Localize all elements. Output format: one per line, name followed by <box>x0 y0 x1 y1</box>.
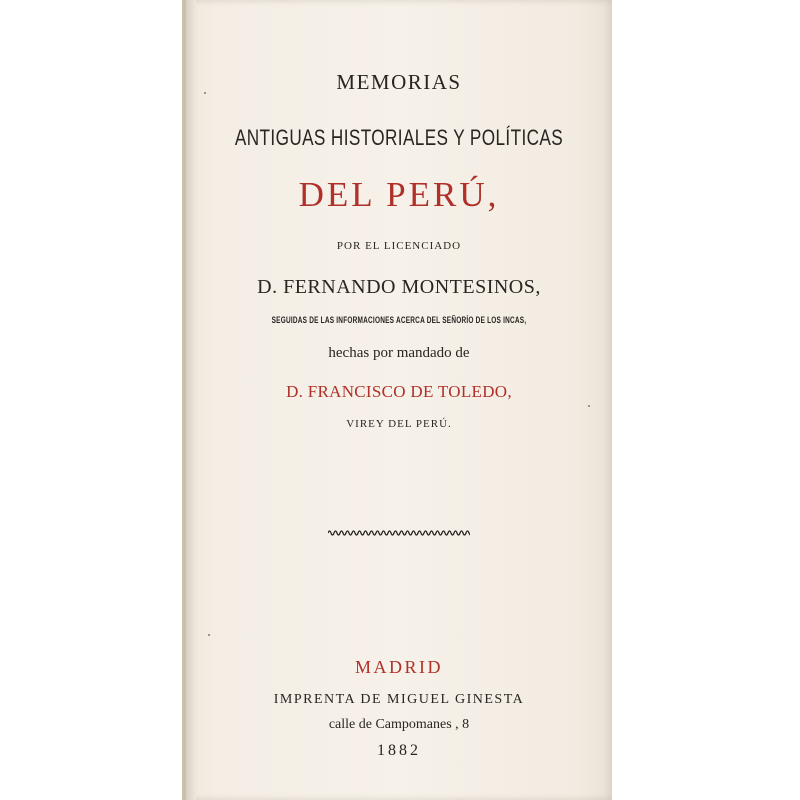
paper-speck <box>208 634 210 636</box>
title-memorias: MEMORIAS <box>336 70 462 94</box>
commission-note: hechas por mandado de <box>328 345 470 361</box>
imprint-city: MADRID <box>354 657 443 677</box>
title-page <box>186 0 612 800</box>
imprint-year: 1882 <box>377 742 421 759</box>
title-del-peru: DEL PERÚ, <box>298 175 500 214</box>
wavy-rule-ornament <box>328 527 470 539</box>
patron-title: VIREY DEL PERÚ. <box>346 418 452 430</box>
author-intro: POR EL LICENCIADO <box>336 240 462 252</box>
patron-name: D. FRANCISCO DE TOLEDO, <box>286 382 512 401</box>
author-name: D. FERNANDO MONTESINOS, <box>257 276 541 298</box>
title-subtitle: ANTIGUAS HISTORIALES Y POLÍTICAS <box>234 125 564 150</box>
paper-speck <box>588 405 590 407</box>
imprint-printer: IMPRENTA DE MIGUEL GINESTA <box>273 692 525 707</box>
imprint-address: calle de Campomanes , 8 <box>328 717 470 732</box>
contents-note: SEGUIDAS DE LAS INFORMACIONES ACERCA DEL SEÑORÍO DE LOS INCAS, <box>271 315 527 325</box>
